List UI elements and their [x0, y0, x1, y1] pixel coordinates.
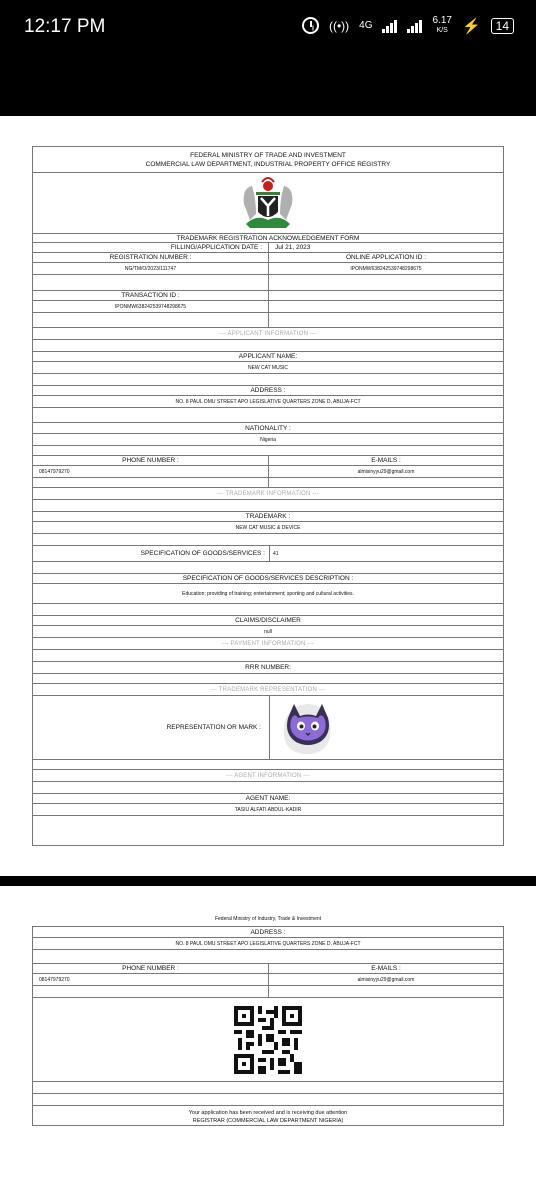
filing-date-label: FILLING/APPLICATION DATE : — [170, 244, 262, 251]
agent-name-label: AGENT NAME: — [245, 795, 291, 802]
email-value: almisinyyu29@gmail.com — [268, 466, 503, 477]
claims-label: CLAIMS/DISCLAIMER — [235, 617, 301, 624]
net-speed — [432, 16, 451, 35]
online-application-label: ONLINE APPLICATION ID : — [268, 253, 503, 262]
signal-icon — [382, 19, 397, 33]
applicant-name-label: APPLICANT NAME: — [238, 353, 298, 360]
phone-value: 08147979270 — [39, 468, 70, 475]
page2-address-value: NO. 8 PAUL OMU STREET APO LEGISLATIVE QUARTERS ZONE D, ABUJA-FCT — [175, 940, 361, 947]
registration-number-label: REGISTRATION NUMBER : — [109, 254, 192, 261]
spec-description-label: SPECIFICATION OF GOODS/SERVICES DESCRIPTION : — [182, 575, 354, 582]
document-page-1 — [0, 116, 536, 876]
filing-date-value: Jul 21, 2023 — [268, 243, 503, 252]
page2-email-value: almisinyyu29@gmail.com — [268, 974, 503, 985]
nationality-value: Nigeria — [260, 436, 276, 443]
ministry-line: Federal Ministry of Industry, Trade & Investment — [214, 916, 322, 922]
registration-number-value: NG/TM/O/2023/111747 — [124, 265, 177, 272]
payment-section-heading: --- PAYMENT INFORMATION --- — [222, 640, 314, 647]
net-speed-value: 6.17 — [432, 15, 452, 26]
agent-section-heading: --- AGENT INFORMATION --- — [226, 772, 310, 779]
address-label: ADDRESS : — [250, 387, 286, 394]
ministry-header: FEDERAL MINISTRY OF TRADE AND INVESTMENT — [190, 151, 346, 159]
cat-logo-mark — [280, 698, 336, 758]
page2-form — [32, 926, 504, 1126]
applicant-name-value: NEW CAT MUSIC — [247, 364, 289, 371]
transaction-id-label: TRANSACTION ID : — [121, 292, 180, 299]
clock: 12:17 PM — [24, 16, 106, 37]
nationality-label: NATIONALITY : — [245, 424, 291, 432]
online-application-value: IPONMW638242539748298675 — [268, 263, 503, 274]
hotspot-icon: ((•)) — [328, 18, 350, 33]
battery-icon: 14 — [491, 18, 514, 34]
page2-address-label: ADDRESS : — [250, 928, 286, 936]
representation-section-heading: --- TRADEMARK REPRESENTATION --- — [210, 686, 326, 693]
trademark-label: TRADEMARK : — [245, 513, 291, 520]
applicant-section-heading: --- APPLICANT INFORMATION --- — [219, 330, 317, 337]
document-page-2 — [0, 886, 536, 1199]
trademark-value: NEW CAT MUSIC & DEVICE — [235, 524, 301, 531]
trademark-section-heading: --- TRADEMARK INFORMATION --- — [217, 490, 319, 497]
network-type: 4G — [359, 20, 373, 31]
transaction-id-value: IPONMW638242539748298675 — [114, 303, 187, 310]
net-speed-unit: K/S — [436, 27, 448, 34]
footer-registrar: REGISTRAR (COMMERCIAL LAW DEPARTMENT NIGERIA) — [192, 1117, 344, 1124]
trademark-mark-container — [269, 696, 336, 760]
form-title: TRADEMARK REGISTRATION ACKNOWLEDGEMENT FORM — [176, 234, 360, 242]
status-bar — [0, 0, 536, 116]
status-icons — [302, 16, 514, 35]
page-divider — [0, 876, 536, 886]
address-value: NO. 8 PAUL OMU STREET APO LEGISLATIVE QUARTERS ZONE D, ABUJA-FCT — [175, 398, 361, 405]
spec-class-value: 41 — [269, 546, 279, 561]
representation-label: REPRESENTATION OR MARK : — [166, 724, 261, 731]
department-header: COMMERCIAL LAW DEPARTMENT, INDUSTRIAL PROPERTY OFFICE REGISTRY — [145, 160, 391, 168]
alarm-icon — [302, 17, 319, 34]
qr-code — [234, 1006, 302, 1074]
acknowledgement-form — [32, 146, 504, 846]
agent-name-value: TASIU ALFATI ABDUL-KADIR — [234, 806, 302, 813]
page2-email-label: E-MAILS : — [268, 964, 503, 973]
coat-of-arms-emblem — [236, 174, 300, 232]
page2-phone-label: PHONE NUMBER : — [122, 965, 179, 972]
footer-received-message: Your application has been received and is receiving due attention — [188, 1109, 348, 1116]
page2-phone-value: 08147979270 — [39, 976, 70, 983]
spec-description-value: Education; providing of training; entertainment; sporting and cultural activities. — [182, 590, 354, 597]
signal-icon-2 — [407, 19, 422, 33]
spec-class-label: SPECIFICATION OF GOODS/SERVICES : — [140, 550, 265, 557]
claims-value: null — [264, 628, 272, 635]
phone-label: PHONE NUMBER : — [122, 457, 179, 464]
email-label: E-MAILS : — [268, 456, 503, 465]
rrr-number-label: RRR NUMBER: — [245, 664, 291, 671]
charging-icon: ⚡ — [461, 17, 481, 35]
